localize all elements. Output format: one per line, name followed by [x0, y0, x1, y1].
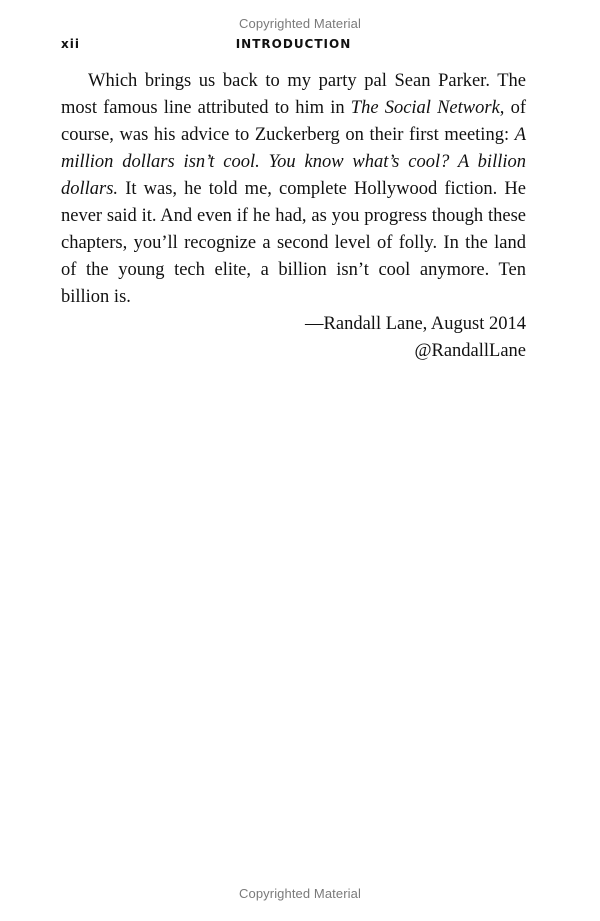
signature — [61, 311, 526, 365]
quote: A million dollars isn’t cool. You know what’s cool? A billion dollars. — [61, 125, 526, 199]
paragraph-text-2: , of course, was his advice to Zuckerberg on their first meeting: — [61, 98, 526, 145]
copyright-watermark-bottom: Copyrighted Material — [239, 886, 361, 901]
page-number: xii — [61, 37, 80, 51]
paragraph-text-1: Which brings us back to my party pal Sean Parker. The most famous line attributed to him in — [61, 71, 526, 118]
paragraph-text-3: It was, he told me, complete Hollywood fiction. He never said it. And even if he had, as you progress though these chapters, you’ll recognize a second level of folly. In the land of the young tech elite, a billion isn’t cool anymore. Ten billion is. — [61, 179, 526, 307]
copyright-watermark-top: Copyrighted Material — [239, 16, 361, 31]
signature-handle: @RandallLane — [414, 341, 526, 361]
paragraph — [61, 68, 526, 311]
running-header — [61, 37, 526, 55]
signature-byline: —Randall Lane, August 2014 — [305, 314, 526, 334]
chapter-title: INTRODUCTION — [235, 37, 352, 51]
body-text — [61, 68, 526, 365]
film-title: The Social Network — [350, 98, 500, 118]
